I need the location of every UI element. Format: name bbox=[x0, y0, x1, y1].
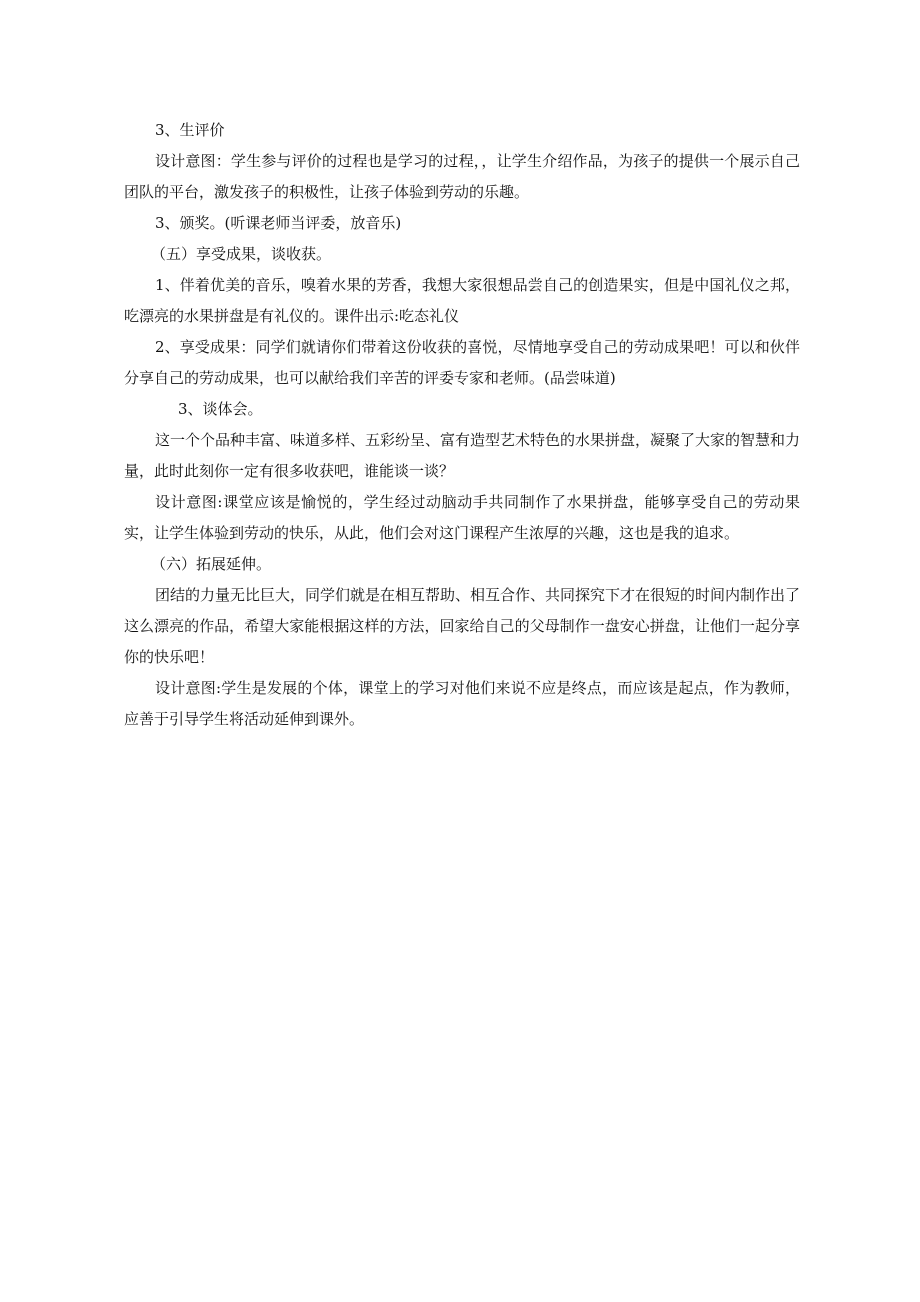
step-share-experience: 3、谈体会。 bbox=[178, 400, 263, 418]
step-student-evaluation: 3、生评价 bbox=[155, 121, 225, 139]
document-body bbox=[124, 115, 800, 735]
fruit-platter-reflection: 这一个个品种丰富、味道多样、五彩纷呈、富有造型艺术特色的水果拼盘，凝聚了大家的智慧和力量，此时此刻你一定有很多收获吧，谁能谈一谈？ bbox=[124, 431, 801, 480]
step-enjoy-results: 2、享受成果：同学们就请你们带着这份收获的喜悦，尽情地享受自己的劳动成果吧！可以和伙伴分享自己的劳动成果，也可以献给我们辛苦的评委专家和老师。(品尝味道) bbox=[124, 338, 800, 387]
design-intent-joy: 设计意图:课堂应该是愉悦的，学生经过动脑动手共同制作了水果拼盘，能够享受自己的劳动果实，让学生体验到劳动的快乐，从此，他们会对这门课程产生浓厚的兴趣，这也是我的追求。 bbox=[124, 493, 800, 542]
design-intent-evaluation: 设计意图：学生参与评价的过程也是学习的过程，，让学生介绍作品，为孩子的提供一个展示自己团队的平台，激发孩子的积极性，让孩子体验到劳动的乐趣。 bbox=[124, 152, 800, 201]
section-six-heading: （六）拓展延伸。 bbox=[151, 555, 272, 573]
design-intent-extension: 设计意图:学生是发展的个体，课堂上的学习对他们来说不应是终点，而应该是起点，作为教师，应善于引导学生将活动延伸到课外。 bbox=[124, 679, 800, 728]
step-etiquette: 1、伴着优美的音乐，嗅着水果的芳香，我想大家很想品尝自己的创造果实，但是中国礼仪之邦，吃漂亮的水果拼盘是有礼仪的。课件出示:吃态礼仪 bbox=[124, 276, 800, 325]
extension-paragraph: 团结的力量无比巨大，同学们就是在相互帮助、相互合作、共同探究下才在很短的时间内制作出了这么漂亮的作品，希望大家能根据这样的方法，回家给自己的父母制作一盘安心拼盘，让他们一起分享你的快乐吧！ bbox=[124, 586, 801, 666]
step-award: 3、颁奖。(听课老师当评委，放音乐) bbox=[155, 214, 402, 232]
section-five-heading: （五）享受成果，谈收获。 bbox=[151, 245, 332, 263]
